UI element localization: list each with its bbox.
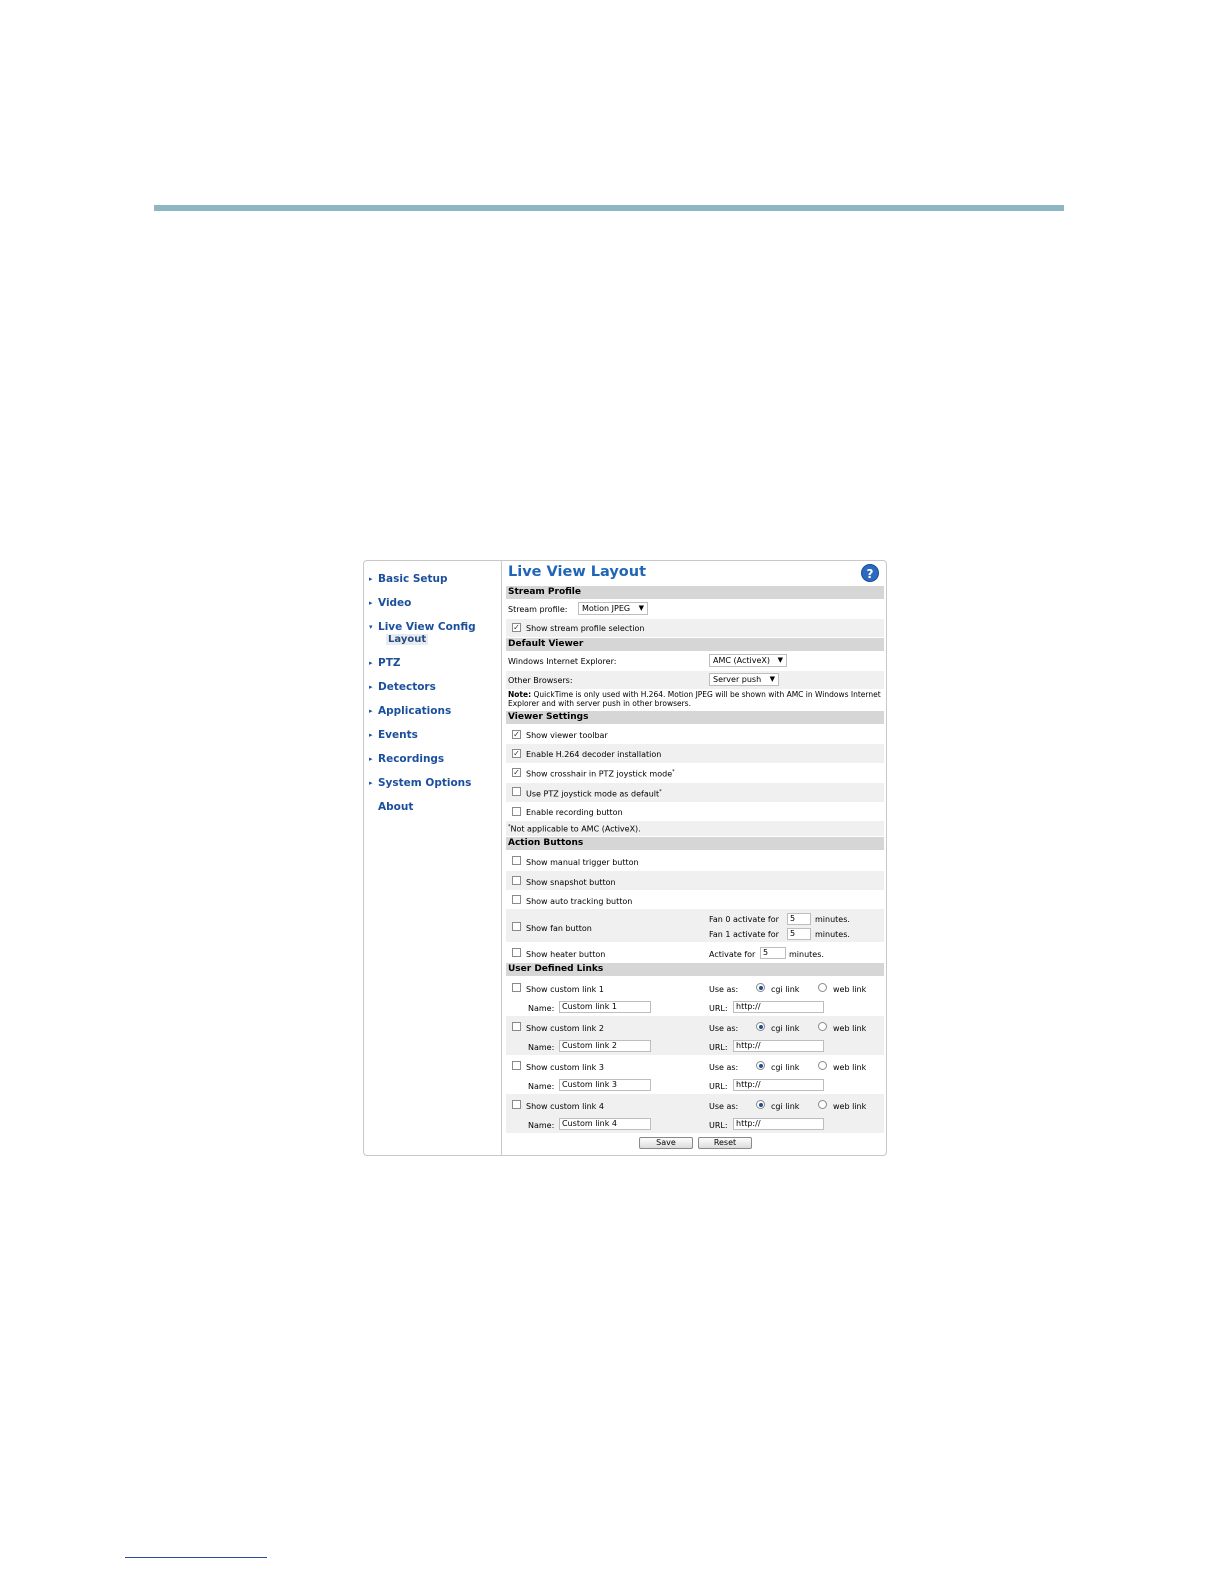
save-button[interactable]: Save [639,1137,693,1149]
show-stream-profile-row [506,619,884,637]
help-icon[interactable]: ? [861,564,879,582]
fan0-minutes-input[interactable]: 5 [787,913,811,925]
minutes-label: minutes. [789,950,824,959]
use-as-label: Use as: [709,1102,739,1111]
name-label: Name: [528,1043,555,1052]
footer-rule [125,1557,267,1558]
minutes-label: minutes. [815,915,850,924]
viewer-setting-row [506,783,884,802]
custom-link-name-input[interactable]: Custom link 4 [559,1118,651,1130]
chevron-right-icon: ▸ [369,707,373,715]
cgi-link-radio[interactable] [756,983,765,992]
other-browsers-select[interactable]: Server push ▼ [709,673,779,686]
web-link-label: web link [833,985,867,994]
viewer-setting-row [506,744,884,763]
nav-basic-setup[interactable]: ▸ Basic Setup [369,573,448,585]
other-browsers-label: Other Browsers: [508,676,573,685]
viewer-note: Note: QuickTime is only used with H.264. Motion JPEG will be shown with AMC in Windows Internet Explorer and with server push in other browsers. [508,690,881,708]
fan0-label: Fan 0 activate for [709,915,779,924]
cgi-link-radio[interactable] [756,1061,765,1070]
heater-button-label: Show heater button [526,950,606,959]
fan-button-checkbox[interactable] [512,922,521,931]
heater-activate-label: Activate for [709,950,756,959]
nav-live-view-config[interactable]: ▾ Live View Config [369,621,476,633]
header-rule [154,205,1064,211]
show-viewer-toolbar-checkbox[interactable]: ✓ [513,730,520,739]
web-link-label: web link [833,1024,867,1033]
url-label: URL: [709,1121,728,1130]
reset-button[interactable]: Reset [698,1137,752,1149]
enable-h264-checkbox[interactable]: ✓ [513,749,520,758]
other-browsers-row [506,671,884,689]
name-label: Name: [528,1004,555,1013]
custom-link-checkbox[interactable] [512,983,521,992]
nav-events[interactable]: ▸ Events [369,729,418,741]
name-label: Name: [528,1082,555,1091]
viewer-setting-row [506,725,884,744]
manual-trigger-checkbox[interactable] [512,856,521,865]
show-stream-profile-checkbox[interactable]: ✓ [513,623,520,632]
heater-minutes-input[interactable]: 5 [760,947,786,959]
show-crosshair-checkbox[interactable]: ✓ [513,768,520,777]
nav-video[interactable]: ▸ Video [369,597,412,609]
main-panel [506,561,884,1155]
web-link-radio[interactable] [818,1022,827,1031]
chevron-right-icon: ▸ [369,755,373,763]
ie-viewer-select[interactable]: AMC (ActiveX) ▼ [709,654,787,667]
enable-recording-checkbox[interactable] [512,807,521,816]
viewer-setting-label: Enable H.264 decoder installation [526,750,662,759]
stream-profile-row [506,600,884,618]
use-as-label: Use as: [709,985,739,994]
custom-link-block [506,1016,884,1055]
chevron-down-icon: ▼ [638,604,644,612]
url-label: URL: [709,1082,728,1091]
web-link-label: web link [833,1063,867,1072]
web-link-radio[interactable] [818,1061,827,1070]
custom-link-url-input[interactable]: http:// [733,1118,824,1130]
fan1-minutes-input[interactable]: 5 [787,928,811,940]
url-label: URL: [709,1043,728,1052]
chevron-right-icon: ▸ [369,659,373,667]
ie-viewer-row [506,652,884,670]
heater-button-row [506,942,884,962]
cgi-link-label: cgi link [771,1102,800,1111]
custom-link-block [506,1094,884,1133]
live-view-layout-screenshot [363,560,887,1156]
action-button-label: Show auto tracking button [526,897,633,906]
custom-link-checkbox[interactable] [512,1061,521,1070]
page-title: Live View Layout [508,564,647,580]
viewer-setting-row [506,802,884,821]
action-button-label: Show manual trigger button [526,858,639,867]
custom-link-label: Show custom link 4 [526,1102,604,1111]
section-viewer-settings: Viewer Settings [506,711,884,724]
cgi-link-label: cgi link [771,1024,800,1033]
cgi-link-label: cgi link [771,1063,800,1072]
cgi-link-radio[interactable] [756,1100,765,1109]
nav-ptz[interactable]: ▸ PTZ [369,657,401,669]
cgi-link-radio[interactable] [756,1022,765,1031]
action-button-row [506,871,884,890]
sidebar [364,561,502,1155]
viewer-setting-label: Show crosshair in PTZ joystick mode* [526,769,675,779]
viewer-setting-label: Use PTZ joystick mode as default* [526,789,662,799]
minutes-label: minutes. [815,930,850,939]
custom-link-block [506,977,884,1016]
heater-button-checkbox[interactable] [512,948,521,957]
nav-applications[interactable]: ▸ Applications [369,705,452,717]
chevron-right-icon: ▸ [369,599,373,607]
section-user-defined-links: User Defined Links [506,963,884,976]
section-default-viewer: Default Viewer [506,638,884,651]
chevron-right-icon: ▸ [369,575,373,583]
section-stream-profile: Stream Profile [506,586,884,599]
custom-link-url-input[interactable]: http:// [733,1040,824,1052]
ie-viewer-label: Windows Internet Explorer: [508,657,617,666]
action-button-label: Show snapshot button [526,878,616,887]
custom-link-block [506,1055,884,1094]
nav-recordings[interactable]: ▸ Recordings [369,753,445,765]
nav-about[interactable]: About [378,801,414,813]
fan1-label: Fan 1 activate for [709,930,779,939]
chevron-right-icon: ▸ [369,731,373,739]
snapshot-checkbox[interactable] [512,876,521,885]
web-link-radio[interactable] [818,1100,827,1109]
stream-profile-label: Stream profile: [508,605,568,614]
custom-link-checkbox[interactable] [512,1022,521,1031]
viewer-setting-label: Show viewer toolbar [526,731,608,740]
nav-sub-layout[interactable]: Layout [388,634,427,645]
custom-link-url-input[interactable]: http:// [733,1001,824,1013]
fan-button-row [506,909,884,942]
chevron-right-icon: ▸ [369,779,373,787]
cgi-link-label: cgi link [771,985,800,994]
action-button-row [506,890,884,909]
chevron-down-icon: ▾ [369,623,373,631]
use-as-label: Use as: [709,1063,739,1072]
custom-link-url-input[interactable]: http:// [733,1079,824,1091]
viewer-setting-row [506,763,884,783]
custom-link-name-input[interactable]: Custom link 3 [559,1079,651,1091]
chevron-down-icon: ▼ [777,656,783,664]
stream-profile-select[interactable]: Motion JPEG ▼ [578,602,648,615]
name-label: Name: [528,1121,555,1130]
custom-link-label: Show custom link 3 [526,1063,604,1072]
auto-tracking-checkbox[interactable] [512,895,521,904]
url-label: URL: [709,1004,728,1013]
custom-link-checkbox[interactable] [512,1100,521,1109]
show-stream-profile-label: Show stream profile selection [526,624,645,633]
custom-link-name-input[interactable]: Custom link 1 [559,1001,651,1013]
viewer-setting-label: Enable recording button [526,808,623,817]
viewer-footnote: *Not applicable to AMC (ActiveX). [508,824,641,834]
custom-link-name-input[interactable]: Custom link 2 [559,1040,651,1052]
web-link-radio[interactable] [818,983,827,992]
web-link-label: web link [833,1102,867,1111]
use-as-label: Use as: [709,1024,739,1033]
viewer-footnote-row [506,821,884,836]
nav-system-options[interactable]: ▸ System Options [369,777,472,789]
custom-link-label: Show custom link 2 [526,1024,604,1033]
custom-link-label: Show custom link 1 [526,985,604,994]
ptz-joystick-default-checkbox[interactable] [512,787,521,796]
section-action-buttons: Action Buttons [506,837,884,850]
nav-detectors[interactable]: ▸ Detectors [369,681,436,693]
chevron-right-icon: ▸ [369,683,373,691]
chevron-down-icon: ▼ [769,675,775,683]
action-button-row [506,851,884,871]
fan-button-label: Show fan button [526,924,592,933]
